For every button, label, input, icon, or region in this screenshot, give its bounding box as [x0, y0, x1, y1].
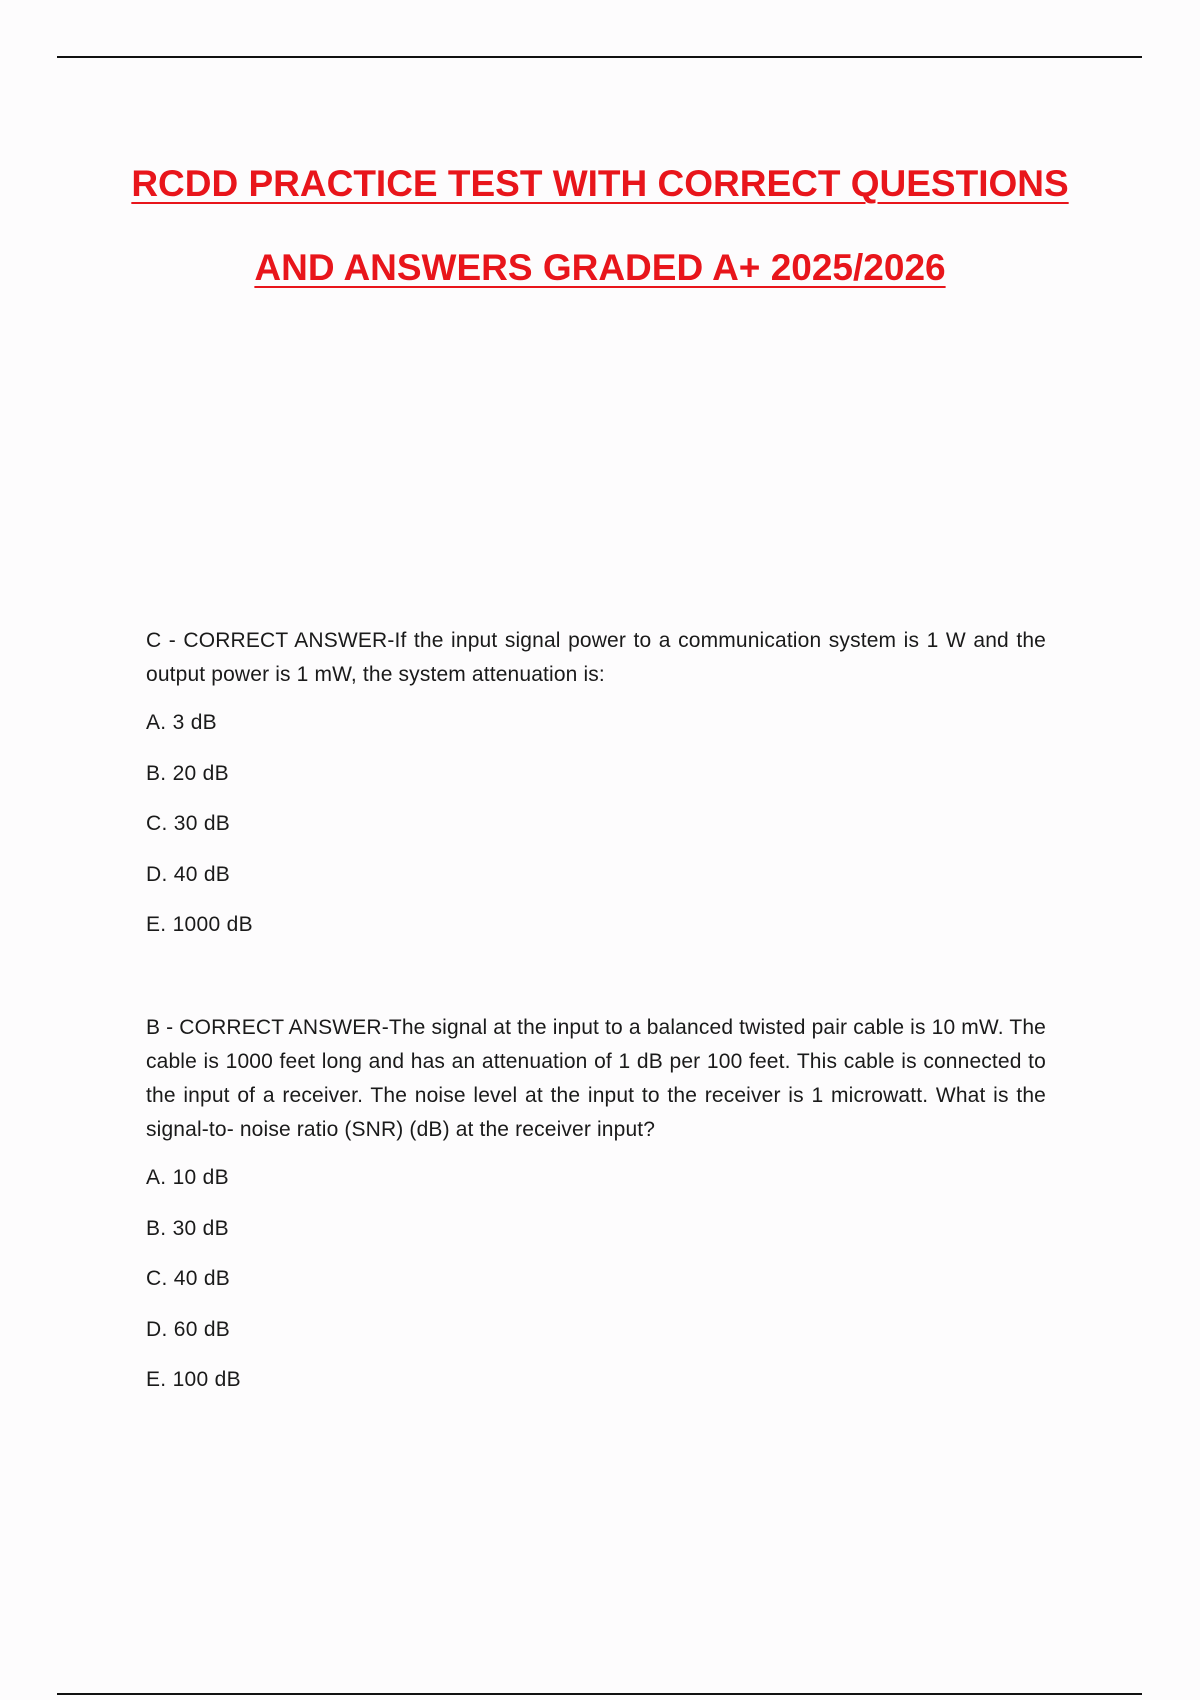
- option-b: B. 20 dB: [146, 761, 229, 785]
- question-text: C - CORRECT ANSWER-If the input signal power to a communication system is 1 W and the output power is 1 mW, the system attenuation is:: [146, 629, 1046, 686]
- question-block-1: [146, 624, 1046, 959]
- option-b: B. 30 dB: [146, 1216, 229, 1240]
- header-rule: [57, 56, 1142, 58]
- option-c: C. 30 dB: [146, 812, 231, 835]
- option-e: E. 1000 dB: [146, 913, 253, 936]
- document-title: [0, 142, 1200, 310]
- option-c: C. 40 dB: [146, 1267, 231, 1290]
- option-d: D. 60 dB: [146, 1317, 231, 1341]
- option-d: D. 40 dB: [146, 862, 231, 886]
- option-a: A. 10 dB: [146, 1166, 229, 1189]
- footer-rule: [57, 1693, 1142, 1695]
- question-text: B - CORRECT ANSWER-The signal at the input to a balanced twisted pair cable is 10 mW. The cable is 1000 feet long and has an attenuation of 1 dB per 100 feet. This cable is connected to the input of a receiver. The noise level at the input to the receiver is 1 microwatt. What is the signal-to- noise ratio (SNR) (dB) at the receiver input?: [146, 1016, 1046, 1141]
- option-a: A. 3 dB: [146, 711, 217, 734]
- answer-options: [146, 706, 1046, 959]
- option-e: E. 100 dB: [146, 1368, 241, 1391]
- title-line-1: RCDD PRACTICE TEST WITH CORRECT QUESTIONS: [131, 163, 1069, 204]
- question-block-2: [146, 1011, 1046, 1414]
- answer-options: [146, 1161, 1046, 1414]
- title-line-2: AND ANSWERS GRADED A+ 2025/2026: [254, 247, 946, 288]
